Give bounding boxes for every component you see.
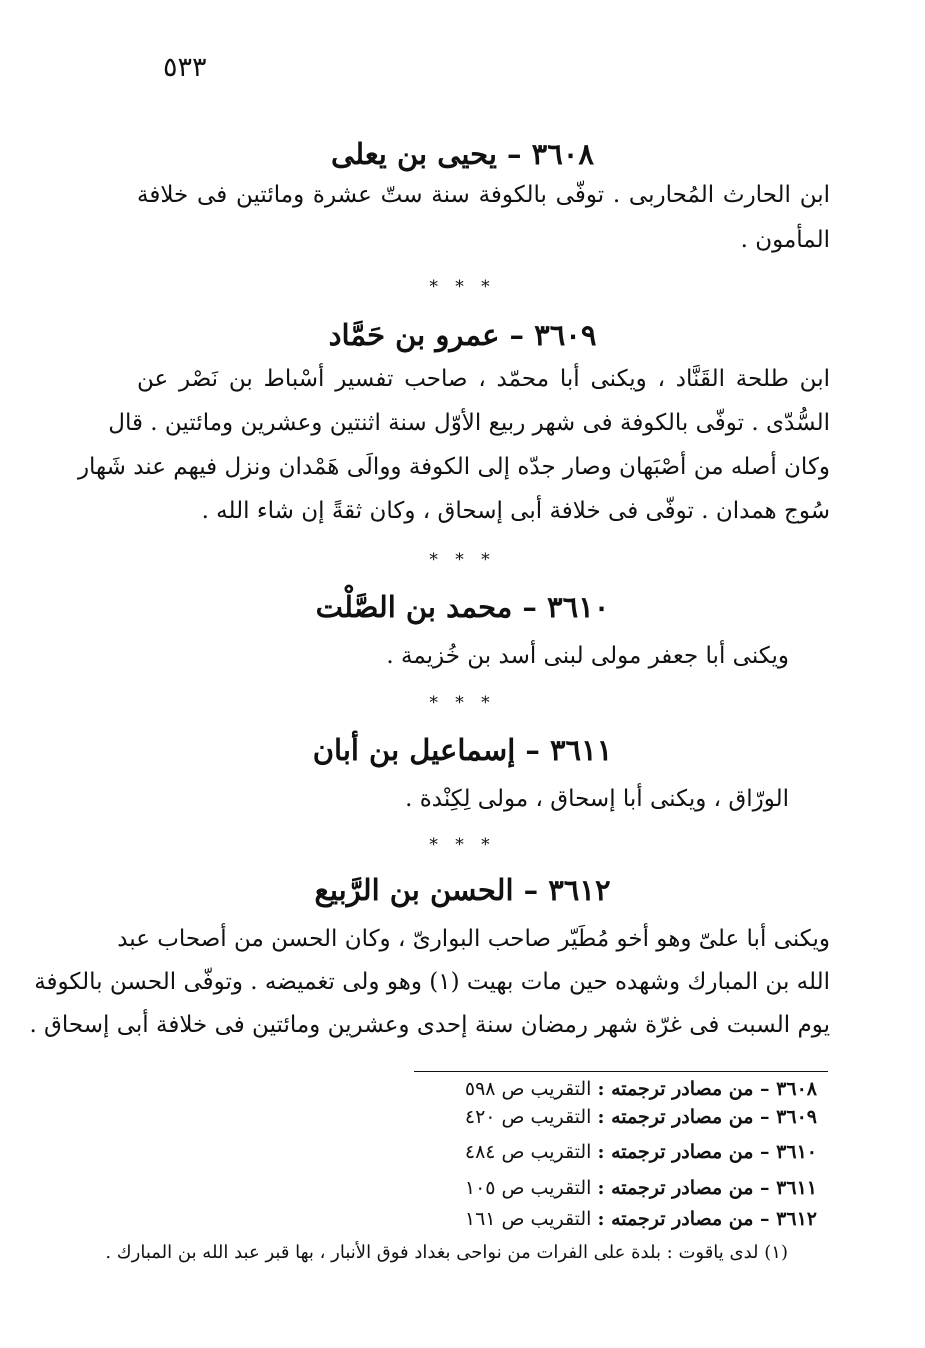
source-3610 [465, 1141, 817, 1163]
footnote-1: (١) لدى ياقوت : بلدة على الفرات من نواحى بغداد فوق الأنبار ، بها قبر عبد الله بن المبارك . [105, 1242, 788, 1263]
source-3609 [465, 1106, 817, 1128]
source-label: ٣٦١١ – من مصادر ترجمته : [597, 1177, 817, 1199]
source-3611 [465, 1177, 817, 1199]
entry-heading-3608: ٣٦٠٨ – يحيى بن يعلى [331, 137, 594, 171]
source-ref: التقريب ص ٤٢٠ [464, 1106, 592, 1128]
entry-heading-3610: ٣٦١٠ – محمد بن الصَّلْت [315, 590, 610, 624]
source-label: ٣٦٠٨ – من مصادر ترجمته : [597, 1078, 817, 1100]
entry-3612-line-2: الله بن المبارك وشهده حين مات بهيت (١) وهو ولى تغميضه . وتوفّى الحسن بالكوفة [34, 969, 830, 995]
entry-heading-3611: ٣٦١١ – إسماعيل بن أبان [312, 733, 613, 767]
source-ref: التقريب ص ٥٩٨ [464, 1078, 592, 1100]
entry-3612-line-3: يوم السبت فى غرّة شهر رمضان سنة إحدى وعشرين ومائتين فى خلافة أبى إسحاق . [29, 1012, 830, 1038]
entry-3612-line-1: ويكنى أبا علىّ وهو أخو مُطَيّر صاحب البوارىّ ، وكان الحسن من أصحاب عبد [117, 926, 830, 952]
separator: * * * [429, 835, 496, 855]
entry-3609-line-1: ابن طلحة القَنَّاد ، ويكنى أبا محمّد ، صاحب تفسير أسْباط بن نَصْر عن [137, 366, 830, 392]
page-number: ٥٣٣ [163, 52, 207, 83]
source-ref: التقريب ص ١٦١ [464, 1208, 592, 1230]
entry-3609-line-4: سُوج همدان . توفّى فى خلافة أبى إسحاق ، وكان ثقةً إن شاء الله . [201, 498, 830, 524]
entry-3610-line-1: ويكنى أبا جعفر مولى لبنى أسد بن خُزيمة . [386, 643, 789, 669]
entry-3608-line-2: المأمون . [740, 227, 830, 253]
source-3608 [465, 1078, 817, 1100]
entry-3609-line-2: السُّدّى . توفّى بالكوفة فى شهر ربيع الأوّل سنة اثنتين وعشرين ومائتين . قال [108, 410, 830, 436]
entry-3608-line-1: ابن الحارث المُحاربى . توفّى بالكوفة سنة ستّ عشرة ومائتين فى خلافة [137, 182, 830, 208]
source-label: ٣٦٠٩ – من مصادر ترجمته : [597, 1106, 817, 1128]
entry-heading-3609: ٣٦٠٩ – عمرو بن حَمَّاد [328, 318, 597, 352]
source-3612 [465, 1208, 817, 1230]
source-label: ٣٦١٠ – من مصادر ترجمته : [597, 1141, 817, 1163]
entry-heading-3612: ٣٦١٢ – الحسن بن الرَّبيع [314, 873, 611, 907]
entry-3611-line-1: الورّاق ، ويكنى أبا إسحاق ، مولى لِكِنْدة . [405, 786, 789, 812]
separator: * * * [429, 550, 496, 570]
source-ref: التقريب ص ١٠٥ [464, 1177, 592, 1199]
footnote-rule [414, 1071, 828, 1072]
separator: * * * [429, 693, 496, 713]
entry-3609-line-3: وكان أصله من أصْبَهان وصار جدّه إلى الكوفة ووالَى هَمْدان ونزل فيهم عند شَهار [77, 454, 830, 480]
separator: * * * [429, 277, 496, 297]
source-ref: التقريب ص ٤٨٤ [464, 1141, 592, 1163]
source-label: ٣٦١٢ – من مصادر ترجمته : [597, 1208, 817, 1230]
